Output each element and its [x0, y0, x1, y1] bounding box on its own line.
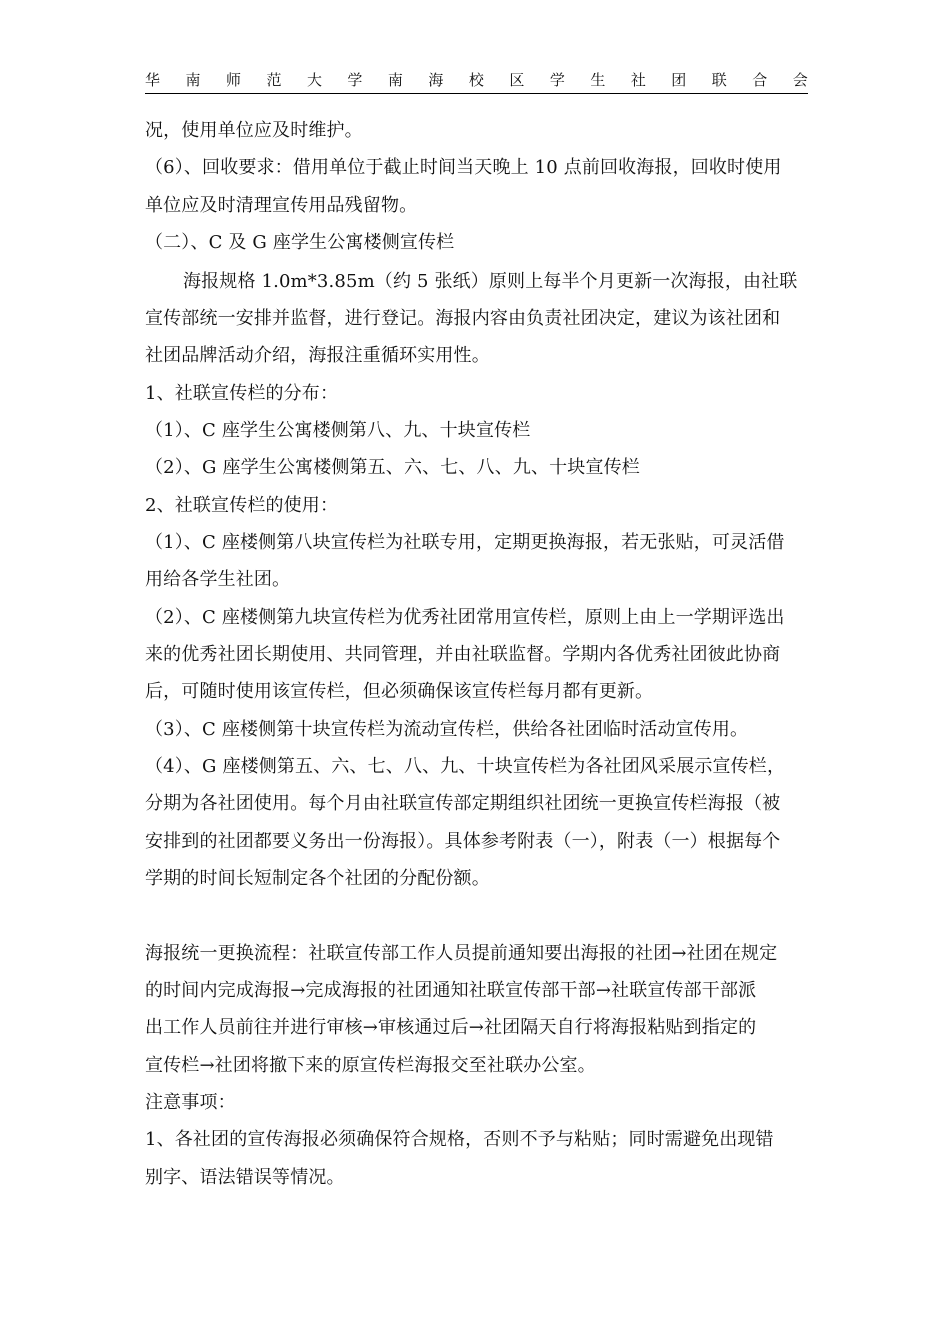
body-line: 的时间内完成海报→完成海报的社团通知社联宣传部干部→社联宣传部干部派: [145, 980, 757, 1001]
body-line: （1）、C 座楼侧第八块宣传栏为社联专用，定期更换海报，若无张贴，可灵活借: [145, 532, 785, 553]
header-char: 范: [266, 71, 282, 89]
header-divider: [145, 93, 808, 94]
header-char: 南: [387, 71, 403, 89]
header-char: 联: [711, 71, 727, 89]
body-line: 1、社联宣传栏的分布：: [145, 383, 339, 404]
body-line: （6）、回收要求：借用单位于截止时间当天晚上 10 点前回收海报，回收时使用: [145, 157, 782, 178]
body-line: 来的优秀社团长期使用、共同管理，并由社联监督。学期内各优秀社团彼此协商: [145, 644, 781, 665]
header-char: 区: [509, 71, 525, 89]
header-char: 学: [347, 71, 363, 89]
header-char: 生: [590, 71, 606, 89]
body-line: 社团品牌活动介绍，海报注重循环实用性。: [145, 345, 490, 366]
body-line: （4）、G 座楼侧第五、六、七、八、九、十块宣传栏为各社团风采展示宣传栏，: [145, 756, 786, 777]
header-char: 师: [225, 71, 241, 89]
body-line: 海报规格 1.0m*3.85m（约 5 张纸）原则上每半个月更新一次海报，由社联: [183, 271, 798, 292]
header-char: 合: [752, 71, 768, 89]
body-line: 安排到的社团都要义务出一份海报）。具体参考附表（一），附表（一）根据每个: [145, 831, 781, 852]
body-line: 学期的时间长短制定各个社团的分配份额。: [145, 868, 490, 889]
header-char: 会: [792, 71, 808, 89]
header-char: 社: [630, 71, 646, 89]
body-line: （2）、G 座学生公寓楼侧第五、六、七、八、九、十块宣传栏: [145, 457, 640, 478]
body-line: 宣传部统一安排并监督，进行登记。海报内容由负责社团决定，建议为该社团和: [145, 308, 781, 329]
body-line: 况，使用单位应及时维护。: [145, 120, 363, 141]
body-line: 2、社联宣传栏的使用：: [145, 495, 339, 516]
running-header: [145, 70, 808, 90]
body-line: 后，可随时使用该宣传栏，但必须确保该宣传栏每月都有更新。: [145, 681, 654, 702]
body-line: 单位应及时清理宣传用品残留物。: [145, 195, 418, 216]
body-line: 出工作人员前往并进行审核→审核通过后→社团隔天自行将海报粘贴到指定的: [145, 1017, 757, 1038]
notes-heading: 注意事项：: [145, 1092, 236, 1113]
header-char: 南: [185, 71, 201, 89]
section-heading: （二）、C 及 G 座学生公寓楼侧宣传栏: [145, 232, 455, 253]
header-char: 海: [428, 71, 444, 89]
header-char: 学: [549, 71, 565, 89]
header-char: 校: [468, 71, 484, 89]
body-line: 分期为各社团使用。每个月由社联宣传部定期组织社团统一更换宣传栏海报（被: [145, 793, 781, 814]
header-char: 华: [145, 71, 161, 89]
body-line: 用给各学生社团。: [145, 569, 291, 590]
body-line: （2）、C 座楼侧第九块宣传栏为优秀社团常用宣传栏，原则上由上一学期评选出: [145, 607, 785, 628]
body-line: （1）、C 座学生公寓楼侧第八、九、十块宣传栏: [145, 420, 531, 441]
header-char: 大: [306, 71, 322, 89]
body-line: 1、各社团的宣传海报必须确保符合规格，否则不予与粘贴；同时需避免出现错: [145, 1129, 774, 1150]
body-line: 宣传栏→社团将撤下来的原宣传栏海报交至社联办公室。: [145, 1055, 596, 1076]
body-line: （3）、C 座楼侧第十块宣传栏为流动宣传栏，供给各社团临时活动宣传用。: [145, 719, 749, 740]
header-char: 团: [671, 71, 687, 89]
body-line: 海报统一更换流程：社联宣传部工作人员提前通知要出海报的社团→社团在规定: [145, 943, 778, 964]
body-line: 别字、语法错误等情况。: [145, 1167, 345, 1188]
